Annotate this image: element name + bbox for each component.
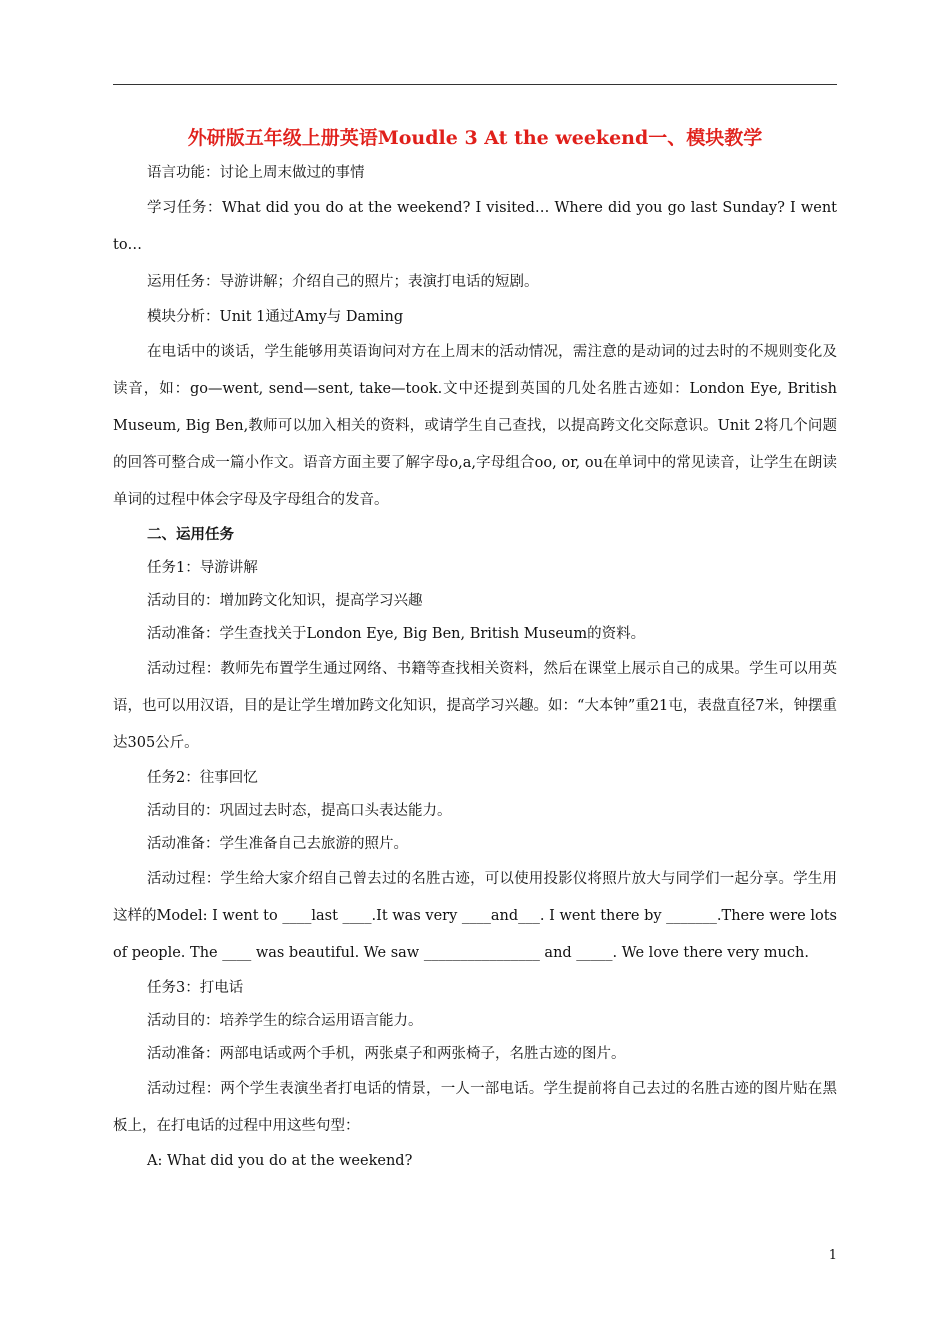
task-3-preparation: 活动准备：两部电话或两个手机，两张桌子和两张椅子，名胜古迹的图片。 [147,1046,626,1062]
task-1-title: 任务1：导游讲解 [147,560,258,576]
document-title: 外研版五年级上册英语Moudle 3 At the weekend一、模块教学 [187,127,763,149]
page-number: 1 [828,1248,837,1263]
task-3-title: 任务3：打电话 [147,980,244,996]
dialogue-line: A: What did you do at the weekend? [147,1153,413,1169]
paragraph-analysis-body: 在电话中的谈话，学生能够用英语询问对方在上周末的活动情况，需注意的是动词的过去时的不规则变化及读音，如：go—went, send—sent, take—took.文中还提到英国的几处名胜古迹如：London Eye, British Museum, Big Ben,教师可以加入相关的资料，或请学生自己查找，以提高跨文化交际意识。Unit 2将几个问题的回答可整合成一篇小作文。语音方面主要了解字母o,a,字母组合oo, or, ou在单词中的常见读音，让学生在朗读单词的过程中体会字母及字母组合的发音。 [113,344,837,508]
header-rule [113,84,837,85]
paragraph-module-analysis: 模块分析：Unit 1通过Amy与 Daming [147,309,404,325]
paragraph-learning-tasks: 学习任务：What did you do at the weekend? I visited… Where did you go last Sunday? I went to… [113,200,837,253]
task-1-purpose: 活动目的：增加跨文化知识，提高学习兴趣 [147,593,423,609]
task-2-title: 任务2：往事回忆 [147,770,258,786]
task-2-process: 活动过程：学生给大家介绍自己曾去过的名胜古迹，可以使用投影仪将照片放大与同学们一起分享。学生用这样的Model: I went to ____last ____.It was very ____and___. I went there by _______.There were lots of people. The ____ was beautiful. We saw ________________ and _____. We love there very much. [113,871,837,961]
task-2-purpose: 活动目的：巩固过去时态，提高口头表达能力。 [147,803,452,819]
paragraph-language-function: 语言功能：讨论上周末做过的事情 [147,165,365,181]
paragraph-application-tasks: 运用任务：导游讲解；介绍自己的照片；表演打电话的短剧。 [147,274,539,290]
task-2-preparation: 活动准备：学生准备自己去旅游的照片。 [147,836,408,852]
document-body [113,157,837,1178]
task-3-process: 活动过程：两个学生表演坐者打电话的情景，一人一部电话。学生提前将自己去过的名胜古迹的图片贴在黑板上，在打电话的过程中用这些句型： [113,1081,837,1134]
task-1-preparation: 活动准备：学生查找关于London Eye, Big Ben, British Museum的资料。 [147,626,646,642]
task-3-purpose: 活动目的：培养学生的综合运用语言能力。 [147,1013,423,1029]
task-1-process: 活动过程：教师先布置学生通过网络、书籍等查找相关资料，然后在课堂上展示自己的成果。学生可以用英语，也可以用汉语，目的是让学生增加跨文化知识，提高学习兴趣。如：“大本钟”重21屯，表盘直径7米，钟摆重达305公斤。 [113,661,837,751]
section-heading: 二、运用任务 [147,527,234,543]
